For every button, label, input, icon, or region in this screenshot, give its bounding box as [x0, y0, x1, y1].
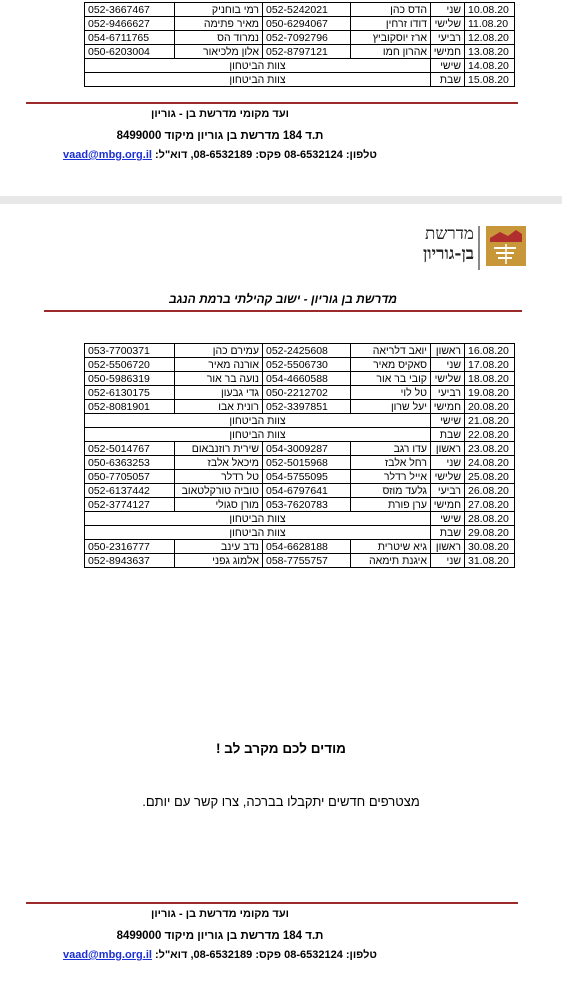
table-row — [85, 554, 515, 568]
schedule-table-top — [84, 2, 515, 87]
volunteer-2-name: אלון מלכיאור — [175, 45, 263, 59]
volunteer-1-name: גלעד מוזס — [351, 484, 431, 498]
volunteer-2-phone: 052-6130175 — [85, 386, 175, 400]
volunteer-2-phone: 052-5014767 — [85, 442, 175, 456]
footer-address: ת.ד 184 מדרשת בן גוריון מיקוד 8499000 — [116, 930, 324, 942]
table-row — [85, 358, 515, 372]
day-cell: ראשון — [431, 540, 465, 554]
day-cell: שני — [431, 358, 465, 372]
table-row — [85, 484, 515, 498]
table-row — [85, 442, 515, 456]
volunteer-2-phone: 050-5986319 — [85, 372, 175, 386]
volunteer-2-name: טל רדלר — [175, 470, 263, 484]
volunteer-1-name: אהרון חמו — [351, 45, 431, 59]
volunteer-2-phone: 052-6137442 — [85, 484, 175, 498]
footer-contact — [0, 149, 440, 161]
team-cell: צוות הביטחון — [85, 59, 431, 73]
volunteer-1-name: גיא שיטרית — [351, 540, 431, 554]
team-cell: צוות הביטחון — [85, 73, 431, 87]
volunteer-2-name: מורן סגולי — [175, 498, 263, 512]
volunteer-1-name: קובי בר אור — [351, 372, 431, 386]
logo-divider — [478, 226, 480, 270]
date-cell: 28.08.20 — [465, 512, 515, 526]
volunteer-1-phone: 052-8797121 — [263, 45, 351, 59]
logo-line-2: בן-גוריון — [422, 244, 474, 264]
volunteer-2-name: מיכאל אלבז — [175, 456, 263, 470]
table-row — [85, 414, 515, 428]
logo-emblem-icon — [486, 226, 526, 266]
volunteer-1-phone: 053-7620783 — [263, 498, 351, 512]
volunteer-2-name: טוביה טורקלטאוב — [175, 484, 263, 498]
table-row — [85, 428, 515, 442]
date-cell: 24.08.20 — [465, 456, 515, 470]
date-cell: 10.08.20 — [465, 3, 515, 17]
volunteer-2-phone: 052-9466627 — [85, 17, 175, 31]
date-cell: 13.08.20 — [465, 45, 515, 59]
day-cell: רביעי — [431, 31, 465, 45]
team-cell: צוות הביטחון — [85, 414, 431, 428]
volunteer-1-name: ערן פורת — [351, 498, 431, 512]
volunteer-2-phone: 052-3667467 — [85, 3, 175, 17]
subtitle: מדרשת בן גוריון - ישוב קהילתי ברמת הנגב — [169, 292, 397, 306]
email-link[interactable]: vaad@mbg.org.il — [62, 149, 152, 161]
volunteer-2-name: רמי בוחניק — [175, 3, 263, 17]
volunteer-2-phone: 054-6711765 — [85, 31, 175, 45]
volunteer-1-phone: 050-6294067 — [263, 17, 351, 31]
table-row — [85, 59, 515, 73]
volunteer-1-phone: 052-2425608 — [263, 344, 351, 358]
volunteer-2-phone: 050-6363253 — [85, 456, 175, 470]
page-2 — [0, 204, 562, 1000]
team-cell: צוות הביטחון — [85, 428, 431, 442]
table-row — [85, 400, 515, 414]
volunteer-1-name: דודו זרחין — [351, 17, 431, 31]
table-row — [85, 372, 515, 386]
table-row — [85, 386, 515, 400]
footer-org: ועד מקומי מדרשת בן - גוריון — [151, 108, 289, 120]
date-cell: 15.08.20 — [465, 73, 515, 87]
volunteer-2-phone: 052-3774127 — [85, 498, 175, 512]
day-cell: שלישי — [431, 470, 465, 484]
day-cell: שבת — [431, 428, 465, 442]
date-cell: 19.08.20 — [465, 386, 515, 400]
volunteer-1-phone: 054-3009287 — [263, 442, 351, 456]
team-cell: צוות הביטחון — [85, 512, 431, 526]
day-cell: שלישי — [431, 17, 465, 31]
volunteer-2-name: נועה בר אור — [175, 372, 263, 386]
date-cell: 21.08.20 — [465, 414, 515, 428]
volunteer-2-phone: 052-8943637 — [85, 554, 175, 568]
volunteer-2-phone: 050-7705057 — [85, 470, 175, 484]
day-cell: ראשון — [431, 442, 465, 456]
footer-address: ת.ד 184 מדרשת בן גוריון מיקוד 8499000 — [116, 130, 324, 142]
day-cell: ראשון — [431, 344, 465, 358]
day-cell: רביעי — [431, 386, 465, 400]
volunteer-2-phone: 052-5506720 — [85, 358, 175, 372]
volunteer-1-phone: 058-7755757 — [263, 554, 351, 568]
volunteer-2-name: שירית רוזנבאום — [175, 442, 263, 456]
date-cell: 20.08.20 — [465, 400, 515, 414]
day-cell: שישי — [431, 59, 465, 73]
date-cell: 14.08.20 — [465, 59, 515, 73]
day-cell: חמישי — [431, 498, 465, 512]
day-cell: שלישי — [431, 372, 465, 386]
school-logo — [414, 224, 526, 274]
table-row — [85, 470, 515, 484]
volunteer-1-name: טל לוי — [351, 386, 431, 400]
header-divider — [44, 310, 522, 312]
volunteer-1-phone: 054-4660588 — [263, 372, 351, 386]
volunteer-1-name: אייל רדלר — [351, 470, 431, 484]
volunteer-1-name: ארז יוסקוביץ — [351, 31, 431, 45]
date-cell: 27.08.20 — [465, 498, 515, 512]
table-row — [85, 45, 515, 59]
volunteer-1-phone: 052-5015968 — [263, 456, 351, 470]
day-cell: שני — [431, 3, 465, 17]
footer-contact-text: טלפון: 08-6532124 פקס: 08-6532189, דוא"ל: — [155, 149, 377, 161]
schedule-table — [84, 343, 515, 568]
day-cell: חמישי — [431, 45, 465, 59]
day-cell: שישי — [431, 512, 465, 526]
table-row — [85, 456, 515, 470]
volunteer-1-phone: 052-5242021 — [263, 3, 351, 17]
date-cell: 23.08.20 — [465, 442, 515, 456]
footer-contact — [0, 949, 440, 961]
table-row — [85, 540, 515, 554]
day-cell: שישי — [431, 414, 465, 428]
day-cell: רביעי — [431, 484, 465, 498]
volunteer-1-phone: 054-6628188 — [263, 540, 351, 554]
volunteer-2-phone: 052-8081901 — [85, 400, 175, 414]
date-cell: 31.08.20 — [465, 554, 515, 568]
date-cell: 16.08.20 — [465, 344, 515, 358]
day-cell: שבת — [431, 526, 465, 540]
volunteer-1-phone: 052-7092796 — [263, 31, 351, 45]
table-row — [85, 344, 515, 358]
volunteer-2-name: גדי גבעון — [175, 386, 263, 400]
volunteer-1-name: עדו רגב — [351, 442, 431, 456]
volunteer-1-name: רחל אלבז — [351, 456, 431, 470]
day-cell: שני — [431, 554, 465, 568]
logo-line-1: מדרשת — [424, 224, 474, 244]
footer-org: ועד מקומי מדרשת בן - גוריון — [151, 908, 289, 920]
volunteer-2-phone: 050-2316777 — [85, 540, 175, 554]
table-row — [85, 31, 515, 45]
volunteer-1-phone: 052-5506730 — [263, 358, 351, 372]
logo-text — [423, 224, 474, 264]
footer-divider — [26, 102, 518, 104]
volunteer-2-phone: 050-6203004 — [85, 45, 175, 59]
date-cell: 22.08.20 — [465, 428, 515, 442]
volunteer-1-phone: 050-2212702 — [263, 386, 351, 400]
footer-divider — [26, 902, 518, 904]
table-row — [85, 73, 515, 87]
email-link[interactable]: vaad@mbg.org.il — [62, 949, 152, 961]
date-cell: 29.08.20 — [465, 526, 515, 540]
date-cell: 12.08.20 — [465, 31, 515, 45]
date-cell: 11.08.20 — [465, 17, 515, 31]
new-members-note: מצטרפים חדשים יתקבלו בברכה, צרו קשר עם יותם. — [142, 794, 420, 809]
volunteer-1-phone: 054-6797641 — [263, 484, 351, 498]
volunteer-1-name: סאקיס מאיר — [351, 358, 431, 372]
volunteer-2-name: נמרוד הס — [175, 31, 263, 45]
volunteer-1-name: יואב דלריאה — [351, 344, 431, 358]
volunteer-2-name: אלמוג גפני — [175, 554, 263, 568]
day-cell: שני — [431, 456, 465, 470]
date-cell: 17.08.20 — [465, 358, 515, 372]
table-row — [85, 512, 515, 526]
volunteer-2-name: נדב עינב — [175, 540, 263, 554]
date-cell: 18.08.20 — [465, 372, 515, 386]
volunteer-2-name: מאיר פתימה — [175, 17, 263, 31]
team-cell: צוות הביטחון — [85, 526, 431, 540]
volunteer-1-name: יעל שרון — [351, 400, 431, 414]
page-separator — [0, 196, 562, 204]
volunteer-2-name: עמירם כהן — [175, 344, 263, 358]
table-row — [85, 3, 515, 17]
volunteer-1-phone: 052-3397851 — [263, 400, 351, 414]
date-cell: 25.08.20 — [465, 470, 515, 484]
thanks-message: מודים לכם מקרב לב ! — [215, 741, 346, 756]
volunteer-1-name: הדס כהן — [351, 3, 431, 17]
volunteer-1-phone: 054-5755095 — [263, 470, 351, 484]
day-cell: חמישי — [431, 400, 465, 414]
page-1 — [0, 0, 562, 196]
volunteer-2-name: רונית אבו — [175, 400, 263, 414]
volunteer-2-name: אורנה מאיר — [175, 358, 263, 372]
date-cell: 30.08.20 — [465, 540, 515, 554]
table-row — [85, 526, 515, 540]
volunteer-1-name: איגנת תימאה — [351, 554, 431, 568]
table-row — [85, 498, 515, 512]
date-cell: 26.08.20 — [465, 484, 515, 498]
footer-contact-text: טלפון: 08-6532124 פקס: 08-6532189, דוא"ל: — [155, 949, 377, 961]
day-cell: שבת — [431, 73, 465, 87]
volunteer-2-phone: 053-7700371 — [85, 344, 175, 358]
table-row — [85, 17, 515, 31]
